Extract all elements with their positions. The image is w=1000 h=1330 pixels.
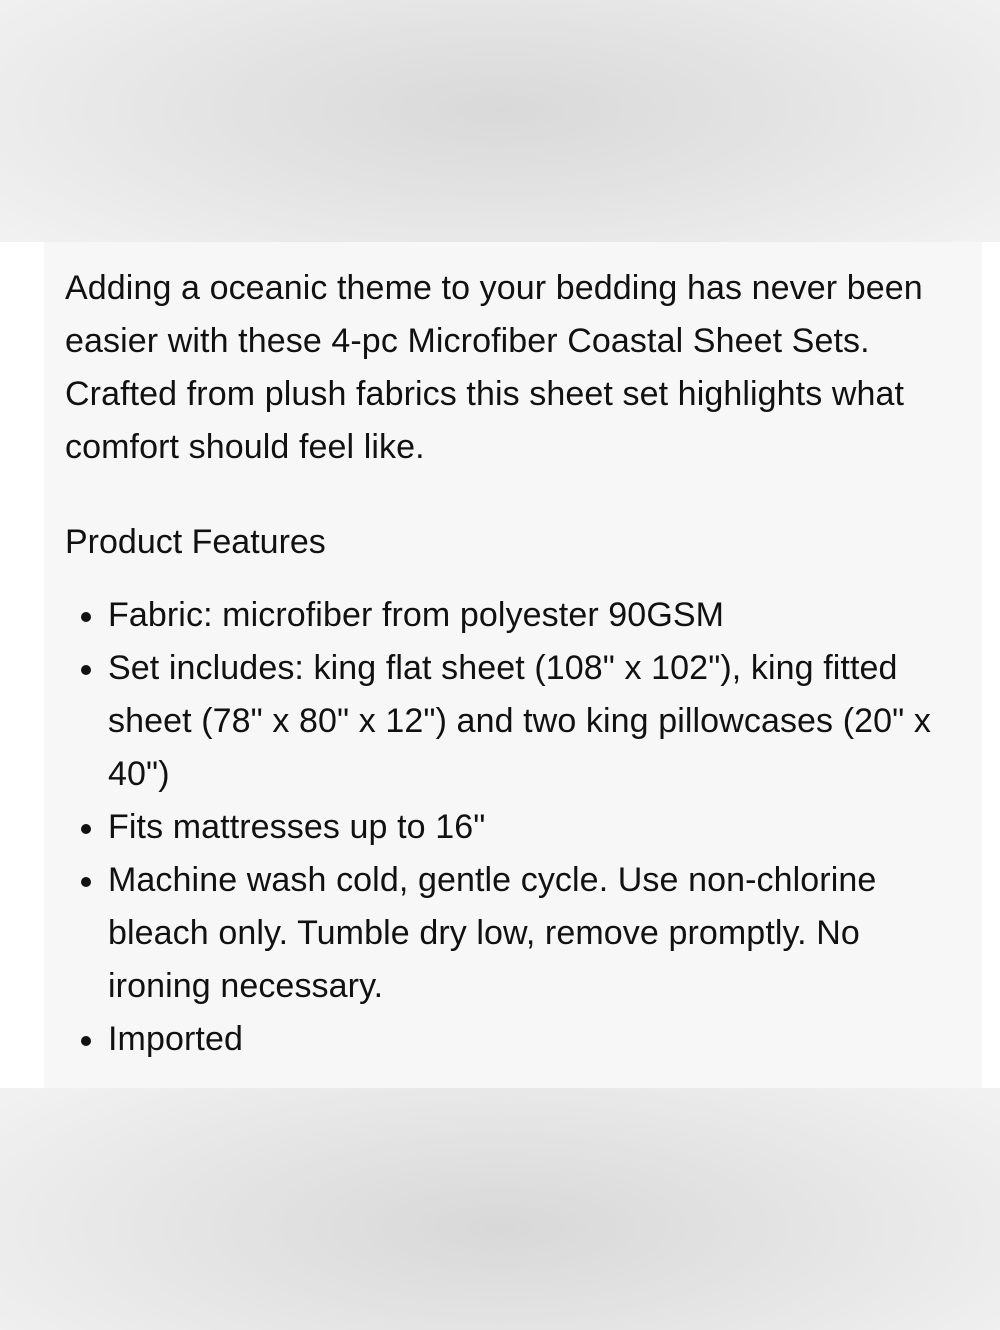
bullet-icon: [81, 665, 91, 675]
bullet-icon: [81, 824, 91, 834]
feature-item-care: [65, 854, 958, 1013]
feature-text: Fabric: microfiber from polyester 90GSM: [108, 596, 725, 634]
feature-item-origin: [65, 1013, 958, 1066]
feature-item-fit: [65, 801, 958, 854]
blurred-background-top: [0, 0, 1000, 242]
feature-text: Machine wash cold, gentle cycle. Use non-chlorine bleach only. Tumble dry low, remove promptly. No ironing necessary.: [108, 861, 877, 1005]
blurred-background-bottom: [0, 1088, 1000, 1330]
product-details-panel: [44, 242, 982, 1088]
bullet-icon: [81, 1036, 91, 1046]
features-heading: Product Features: [65, 523, 326, 561]
product-description: Adding a oceanic theme to your bedding has never been easier with these 4-pc Microfiber Coastal Sheet Sets. Crafted from plush fabrics this sheet set highlights what comfort should feel like.: [65, 269, 923, 466]
feature-text: Set includes: king flat sheet (108" x 102"), king fitted sheet (78" x 80" x 12") and two king pillowcases (20" x 40"): [108, 649, 931, 793]
feature-item-fabric: [65, 589, 958, 642]
bullet-icon: [81, 612, 91, 622]
bullet-icon: [81, 877, 91, 887]
features-list: [65, 589, 982, 1066]
feature-text: Fits mattresses up to 16": [108, 808, 486, 846]
feature-text: Imported: [108, 1020, 243, 1058]
feature-item-set-includes: [65, 642, 958, 801]
